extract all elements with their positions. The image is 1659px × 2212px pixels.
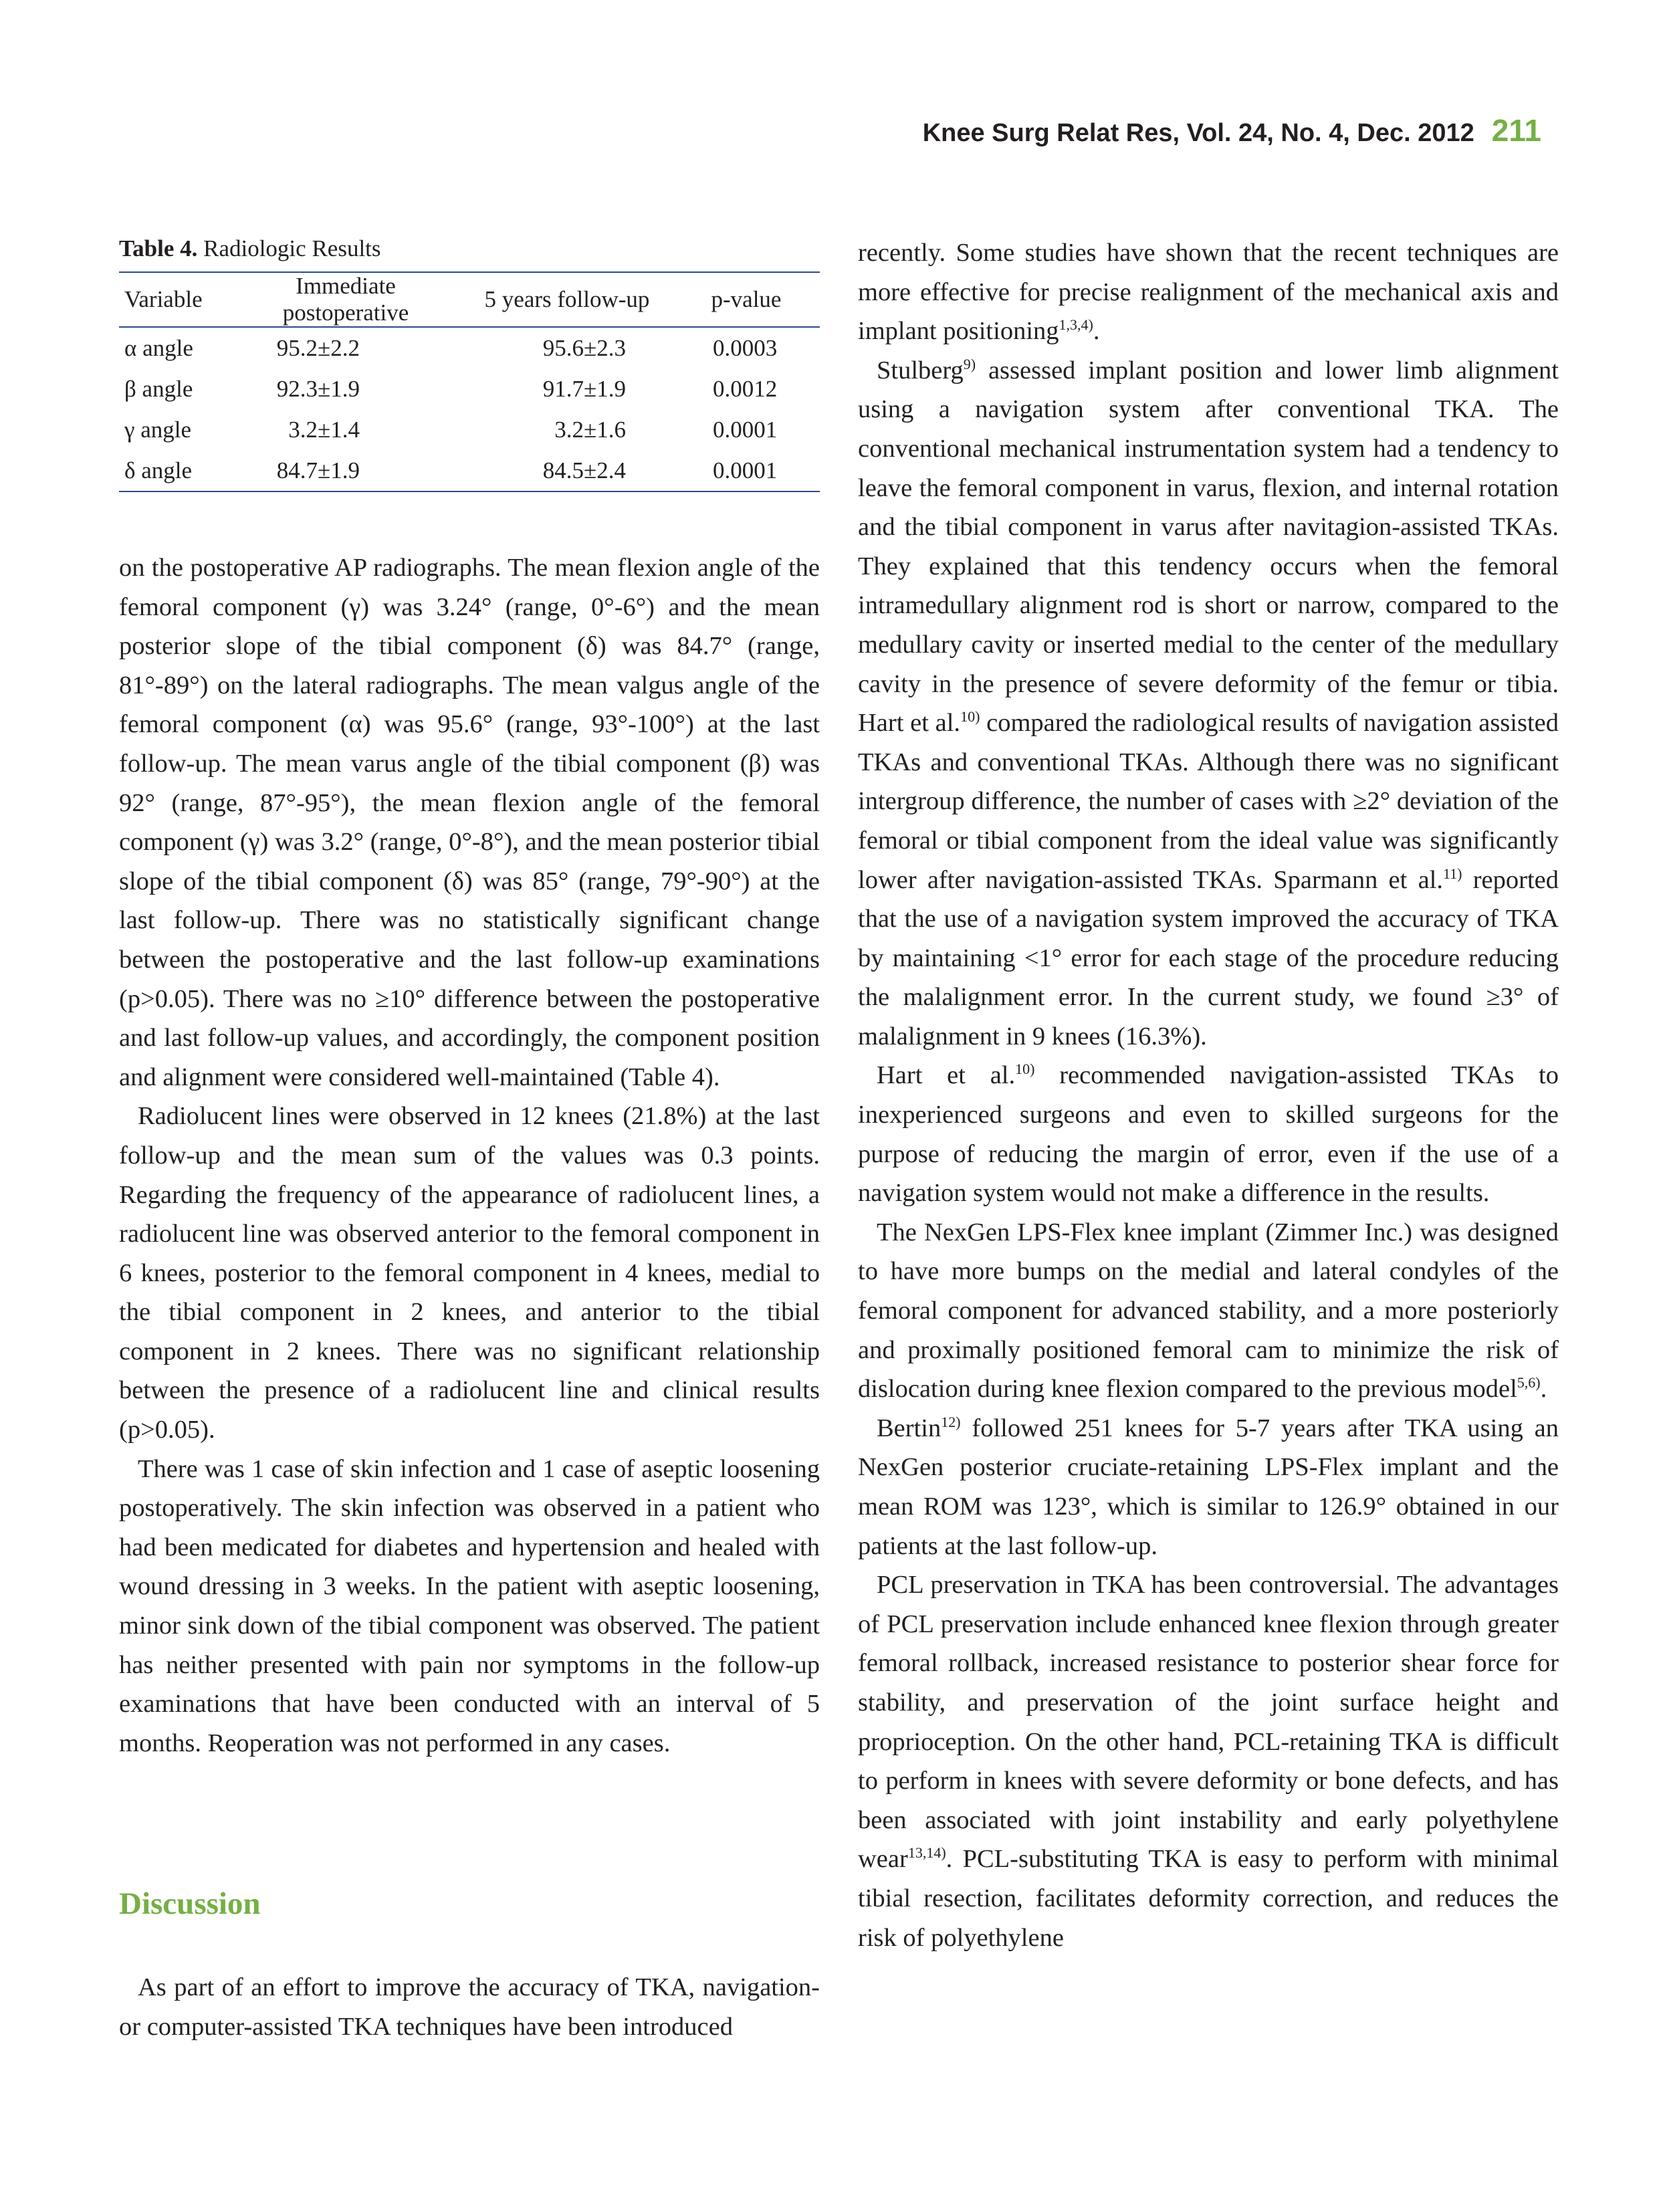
text-run: Stulberg	[877, 356, 964, 384]
reference-superscript: 1,3,4)	[1059, 316, 1093, 334]
table-row	[119, 368, 820, 409]
table-cell: δ angle	[119, 450, 230, 491]
column-header: p-value	[673, 272, 820, 327]
body-paragraph: on the postoperative AP radiographs. The mean flexion angle of the femoral component (γ) was 3.24° (range, 0°-6°) and the mean posterior slope of the tibial component (δ) was 84.7° (range, 81°-89°) on the lateral radiographs. The mean valgus angle of the femoral component (α) was 95.6° (range, 93°-100°) at the last follow-up. The mean varus angle of the tibial component (β) was 92° (range, 87°-95°), the mean flexion angle of the femoral component (γ) was 3.2° (range, 0°-8°), and the mean posterior tibial slope of the tibial component (δ) was 85° (range, 79°-90°) at the last follow-up. There was no statistically significant change between the postoperative and the last follow-up examinations (p>0.05). There was no ≥10° difference between the postoperative and last follow-up values, and accordingly, the component position and alignment were considered well-maintained (Table 4).	[119, 554, 820, 1091]
body-paragraph: Radiolucent lines were observed in 12 knees (21.8%) at the last follow-up and the mean sum of the values was 0.3 points. Regarding the frequency of the appearance of radiolucent lines, a radiolucent line was observed anterior to the femoral component in 6 knees, posterior to the femoral component in 4 knees, medial to the tibial component in 2 knees, and anterior to the tibial component in 2 knees. There was no significant relationship between the presence of a radiolucent line and clinical results (p>0.05).	[119, 1102, 820, 1444]
body-paragraph	[858, 1565, 1559, 1957]
table-row	[119, 409, 820, 450]
text-run: reported that the use of a navigation system improved the accuracy of TKA by maintaining <1° error for each stage of the procedure reducing the malalignment error. In the current study, we found ≥3° of malalignment in 9 knees (16.3%).	[858, 865, 1559, 1050]
text-run: Bertin	[877, 1414, 942, 1442]
table-cell: 3.2±1.4	[288, 416, 360, 443]
column-header: Immediate postoperative	[230, 272, 461, 327]
reference-superscript: 11)	[1442, 865, 1462, 882]
text-run: recently. Some studies have shown that the recent techniques are more effective for precise realignment of the mechanical axis and implant positioning	[858, 239, 1559, 346]
body-paragraph: As part of an effort to improve the accuracy of TKA, navigation- or computer-assisted TKA techniques have been introduced	[119, 1973, 820, 2041]
text-run: recommended navigation-assisted TKAs to inexperienced surgeons and even to skilled surgeons for the purpose of reducing the margin of error, even if the use of a navigation system would not make a difference in the results.	[858, 1061, 1559, 1208]
body-paragraph: There was 1 case of skin infection and 1 case of aseptic loosening postoperatively. The skin infection was observed in a patient who had been medicated for diabetes and hypertension and healed with wound dressing in 3 weeks. In the patient with aseptic loosening, minor sink down of the tibial component was observed. The patient has neither presented with pain nor symptoms in the follow-up examinations that have been conducted with an interval of 5 months. Reoperation was not performed in any cases.	[119, 1454, 820, 1757]
reference-superscript: 10)	[1015, 1061, 1035, 1078]
body-paragraph	[858, 351, 1559, 1057]
table-cell: 84.5±2.4	[461, 450, 673, 491]
table-cell: β angle	[124, 375, 193, 402]
radiologic-results-table	[119, 271, 820, 492]
left-column-body	[119, 548, 820, 1763]
table-cell: 3.2±1.6	[554, 416, 626, 443]
text-run: followed 251 knees for 5-7 years after TKA using an NexGen posterior cruciate-retaining LPS-Flex implant and the mean ROM was 123°, which is similar to 126.9° obtained in our patients at the last follow-up.	[858, 1414, 1559, 1560]
table-label: Table 4.	[119, 235, 198, 261]
right-column-body	[858, 233, 1559, 1957]
table-cell: 95.6±2.3	[542, 334, 626, 361]
table-cell: 0.0001	[713, 416, 778, 443]
discussion-body	[119, 1968, 820, 2046]
table-header-row	[119, 272, 820, 327]
text-run: Hart et al.	[877, 1061, 1016, 1090]
body-paragraph	[858, 1213, 1559, 1409]
body-paragraph	[858, 1409, 1559, 1565]
table-cell: 84.7±1.9	[230, 450, 461, 491]
column-header: 5 years follow-up	[461, 272, 673, 327]
table-cell: 0.0012	[713, 375, 778, 402]
table-cell: 95.2±2.2	[276, 334, 360, 361]
table-4	[119, 235, 820, 492]
table-caption	[119, 235, 820, 262]
reference-superscript: 12)	[941, 1413, 961, 1430]
column-header: Variable	[119, 272, 230, 327]
table-cell: 91.7±1.9	[542, 375, 626, 402]
text-run: .	[1540, 1375, 1547, 1404]
table-row	[119, 450, 820, 491]
table-cell: α angle	[124, 334, 193, 361]
reference-superscript: 5,6)	[1517, 1374, 1541, 1392]
body-paragraph	[858, 233, 1559, 351]
table-cell: γ angle	[124, 416, 192, 443]
body-paragraph	[858, 1056, 1559, 1212]
text-run: .	[1093, 317, 1100, 346]
reference-superscript: 13,14)	[907, 1844, 946, 1862]
reference-superscript: 9)	[963, 355, 976, 372]
journal-citation: Knee Surg Relat Res, Vol. 24, No. 4, Dec. 2012	[922, 119, 1474, 147]
table-cell: 0.0003	[713, 334, 778, 361]
text-run: PCL preservation in TKA has been controversial. The advantages of PCL preservation include enhanced knee flexion through greater femoral rollback, increased resistance to posterior shear force for stability, and preservation of the joint surface height and proprioception. On the other hand, PCL-retaining TKA is difficult to perform in knees with severe deformity or bone defects, and has been associated with joint instability and early polyethylene wear	[858, 1571, 1559, 1874]
running-header	[923, 112, 1541, 152]
reference-superscript: 10)	[960, 708, 980, 726]
text-run: compared the radiological results of navigation assisted TKAs and conventional TKAs. Although there was no significant intergroup difference, the number of cases with ≥2° deviation of the femoral or tibial component from the ideal value was significantly lower after navigation-assisted TKAs. Sparmann et al.	[858, 709, 1559, 894]
table-cell: 0.0001	[673, 450, 820, 491]
table-title: Radiologic Results	[203, 235, 381, 261]
section-heading-discussion: Discussion	[119, 1886, 261, 1921]
text-run: . PCL-substituting TKA is easy to perform with minimal tibial resection, facilitates deformity correction, and reduces the risk of polyethylene	[858, 1845, 1559, 1952]
page-number: 211	[1491, 113, 1541, 148]
table-cell: 92.3±1.9	[276, 375, 360, 402]
table-row	[119, 327, 820, 368]
text-run: The NexGen LPS-Flex knee implant (Zimmer Inc.) was designed to have more bumps on the medial and lateral condyles of the femoral component for advanced stability, and a more posteriorly and proximally positioned femoral cam to minimize the risk of dislocation during knee flexion compared to the previous model	[858, 1218, 1559, 1404]
text-run: assessed implant position and lower limb alignment using a navigation system after conventional TKA. The conventional mechanical instrumentation system had a tendency to leave the femoral component in varus, flexion, and internal rotation and the tibial component in varus after navitagion-assisted TKAs. They explained that this tendency occurs when the femoral intramedullary alignment rod is short or narrow, compared to the medullary cavity or inserted medial to the center of the medullary cavity in the presence of severe deformity of the femur or tibia. Hart et al.	[858, 356, 1559, 738]
